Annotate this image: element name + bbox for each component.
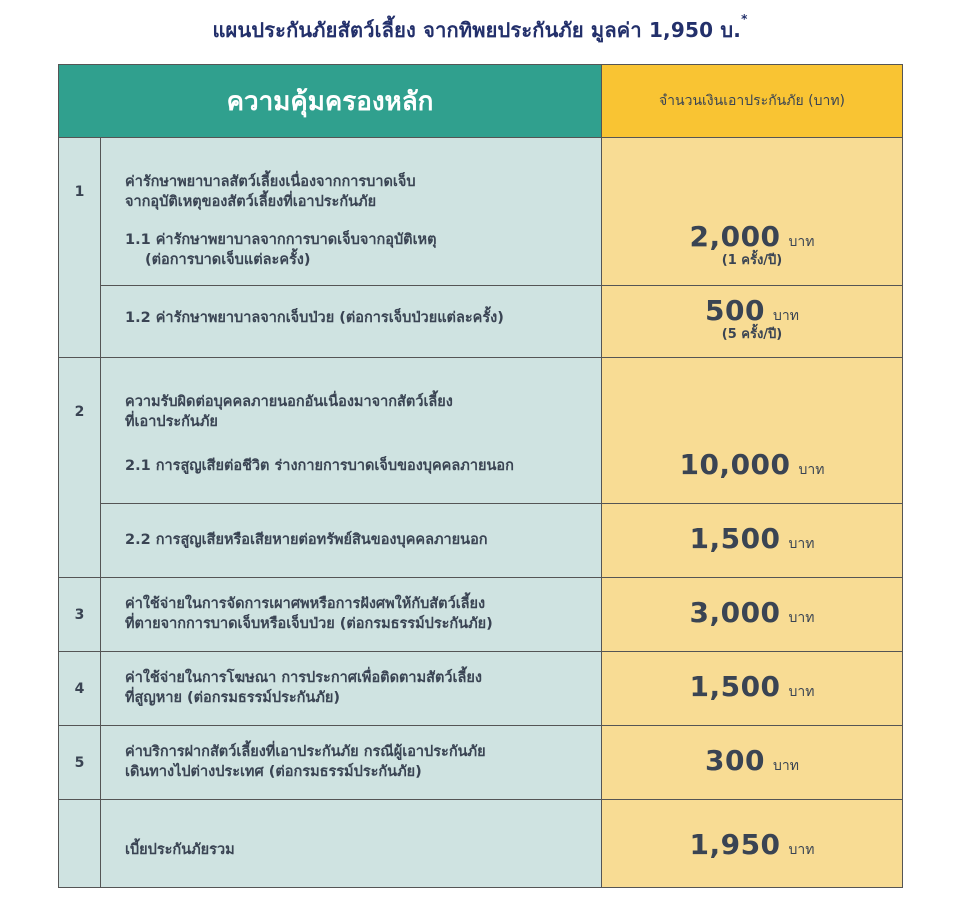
row-1-heading: ค่ารักษาพยาบาลสัตว์เลี้ยงเนื่องจากการบาดเจ็บ จากอุบัติเหตุของสัตว์เลี้ยงที่เอาประกันภัย [125,174,416,210]
row-4-amount: 1,500 บาท [602,652,903,726]
total-row-number [58,800,101,888]
row-4-description: ค่าใช้จ่ายในการโฆษณา การประกาศเพื่อติดตามสัตว์เลี้ยง ที่สูญหาย (ต่อกรมธรรม์ประกันภัย) [101,652,602,726]
row-2-2-description: 2.2 การสูญเสียหรือเสียหายต่อทรัพย์สินของบุคคลภายนอก [101,504,602,578]
row-1-2-amount: 500 บาท (5 ครั้ง/ปี) [602,286,903,358]
row-number: 5 [58,726,101,800]
row-1-2-description: 1.2 ค่ารักษาพยาบาลจากเจ็บป่วย (ต่อการเจ็บป่วยแต่ละครั้ง) [101,286,602,358]
row-1-1-label: 1.1 ค่ารักษาพยาบาลจากการบาดเจ็บจากอุบัติเหตุ (ต่อการบาดเจ็บแต่ละครั้ง) [125,232,437,268]
total-description [101,800,602,888]
row-1-description [101,138,602,286]
page-title: แผนประกันภัยสัตว์เลี้ยง จากทิพยประกันภัย มูลค่า 1,950 บ.* [212,12,748,42]
row-1-1-amount: 2,000 บาท (1 ครั้ง/ปี) [602,138,903,286]
header-coverage: ความคุ้มครองหลัก [58,64,602,138]
header-sum-insured: จำนวนเงินเอาประกันภัย (บาท) [602,64,903,138]
row-number: 4 [58,652,101,726]
coverage-table [58,64,903,888]
total-amount: 1,950 บาท [602,800,903,888]
row-2-description: ความรับผิดต่อบุคคลภายนอกอันเนื่องมาจากสัตว์เลี้ยง ที่เอาประกันภัย 2.1 การสูญเสียต่อชีวิต ร่างกายการบาดเจ็บของบุคคลภายนอก [101,358,602,504]
row-3-amount: 3,000 บาท [602,578,903,652]
row-number: 2 [58,358,101,578]
row-5-amount: 300 บาท [602,726,903,800]
row-2-1-amount: 10,000 บาท [602,358,903,504]
total-label: เบี้ยประกันภัยรวม [125,842,235,858]
row-number: 1 [58,138,101,358]
row-3-description: ค่าใช้จ่ายในการจัดการเผาศพหรือการฝังศพให้กับสัตว์เลี้ยง ที่ตายจากการบาดเจ็บหรือเจ็บป่วย (ต่อกรมธรรม์ประกันภัย) [101,578,602,652]
row-2-2-amount: 1,500 บาท [602,504,903,578]
row-5-description: ค่าบริการฝากสัตว์เลี้ยงที่เอาประกันภัย กรณีผู้เอาประกันภัย เดินทางไปต่างประเทศ (ต่อกรมธรรม์ประกันภัย) [101,726,602,800]
row-number: 3 [58,578,101,652]
row-2-heading: ความรับผิดต่อบุคคลภายนอกอันเนื่องมาจากสัตว์เลี้ยง ที่เอาประกันภัย [125,394,453,430]
